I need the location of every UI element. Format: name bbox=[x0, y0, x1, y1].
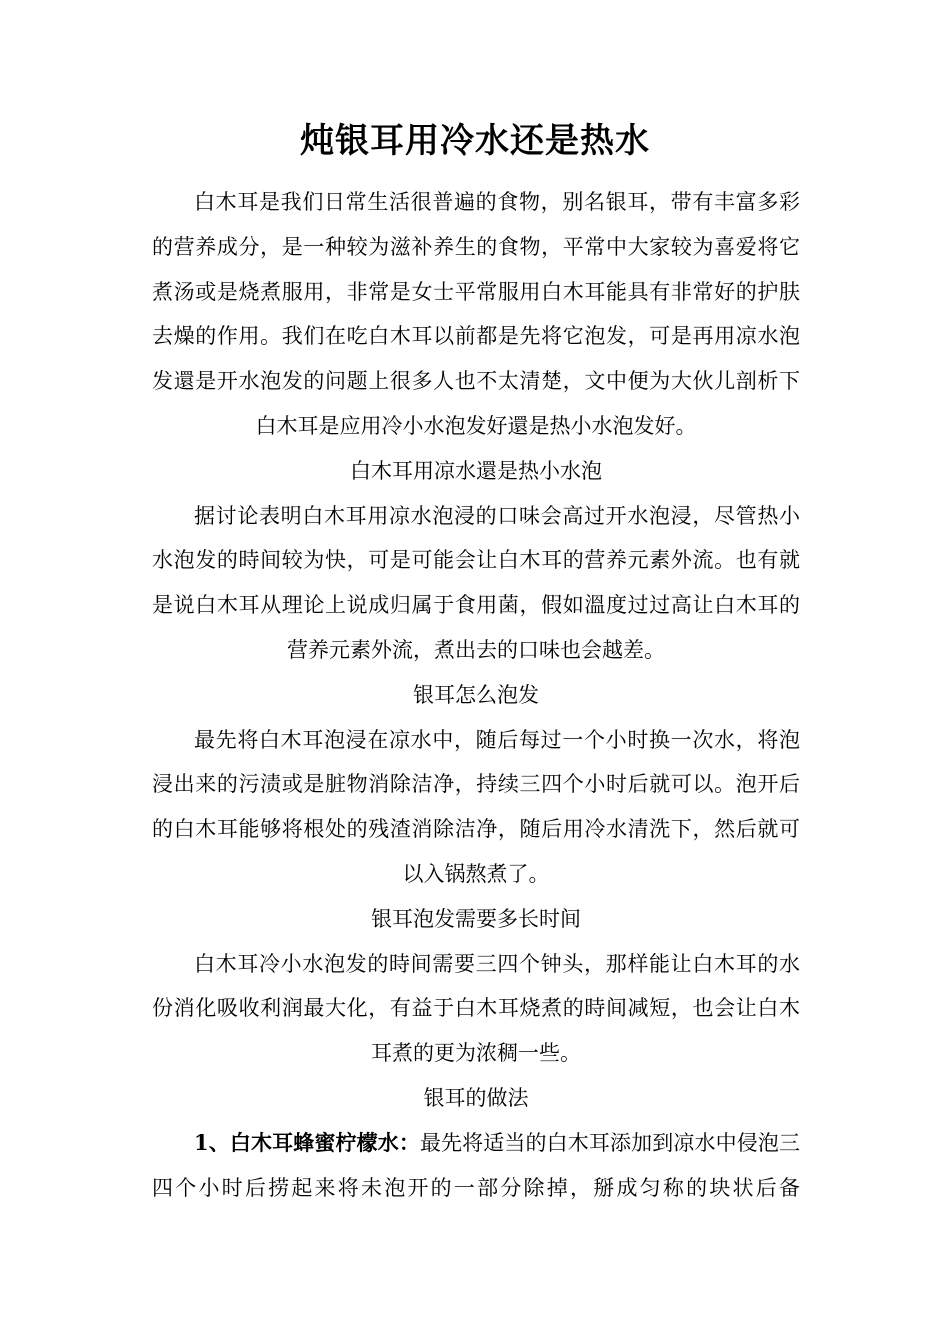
how-to-soak-paragraph: 最先将白木耳泡浸在凉水中，随后每过一个小时换一次水，将泡浸出来的污渍或是脏物消除洁净，持续三四个小时后就可以。泡开后的白木耳能够将根处的残渣消除洁净，随后用冷水清洗下，然后就可以入锅熬煮了。 bbox=[152, 727, 800, 886]
section-heading-how-to-soak: 银耳怎么泡发 bbox=[413, 682, 539, 707]
recipe-paragraph bbox=[152, 1121, 800, 1211]
intro-paragraph: 白木耳是我们日常生活很普遍的食物，别名银耳，带有丰富多彩的营养成分，是一种较为滋补养生的食物，平常中大家较为喜爱将它煮汤或是烧煮服用，非常是女士平常服用白木耳能具有非常好的护肤去燥的作用。我们在吃白木耳以前都是先将它泡发，可是再用凉水泡发還是开水泡发的问题上很多人也不太清楚，文中便为大伙儿剖析下白木耳是应用冷小水泡发好還是热小水泡发好。 bbox=[152, 190, 800, 438]
section-heading-soak-duration: 银耳泡发需要多长时间 bbox=[371, 906, 581, 931]
recipe-label: 1、白木耳蜂蜜柠檬水： bbox=[194, 1129, 420, 1155]
section-heading-cold-or-hot: 白木耳用凉水還是热小水泡 bbox=[350, 458, 602, 483]
document-body bbox=[152, 180, 800, 1210]
soak-duration-paragraph: 白木耳冷小水泡发的時间需要三四个钟头，那样能让白木耳的水份消化吸收利润最大化，有益于白木耳烧煮的時间减短，也会让白木耳煮的更为浓稠一些。 bbox=[152, 951, 800, 1066]
cold-or-hot-paragraph: 据讨论表明白木耳用凉水泡浸的口味会高过开水泡浸，尽管热小水泡发的時间较为快，可是可能会让白木耳的营养元素外流。也有就是说白木耳从理论上说成归属于食用菌，假如溫度过过高让白木耳的营养元素外流，煮出去的口味也会越差。 bbox=[152, 503, 800, 662]
page-title: 炖银耳用冷水还是热水 bbox=[300, 121, 650, 161]
recipe-text: 最先将适当的白木耳添加到凉水中侵泡三四个小时后捞起来将未泡开的一部分除掉，掰成匀称的块状后备 bbox=[152, 1130, 800, 1200]
section-heading-recipes: 银耳的做法 bbox=[423, 1085, 529, 1110]
